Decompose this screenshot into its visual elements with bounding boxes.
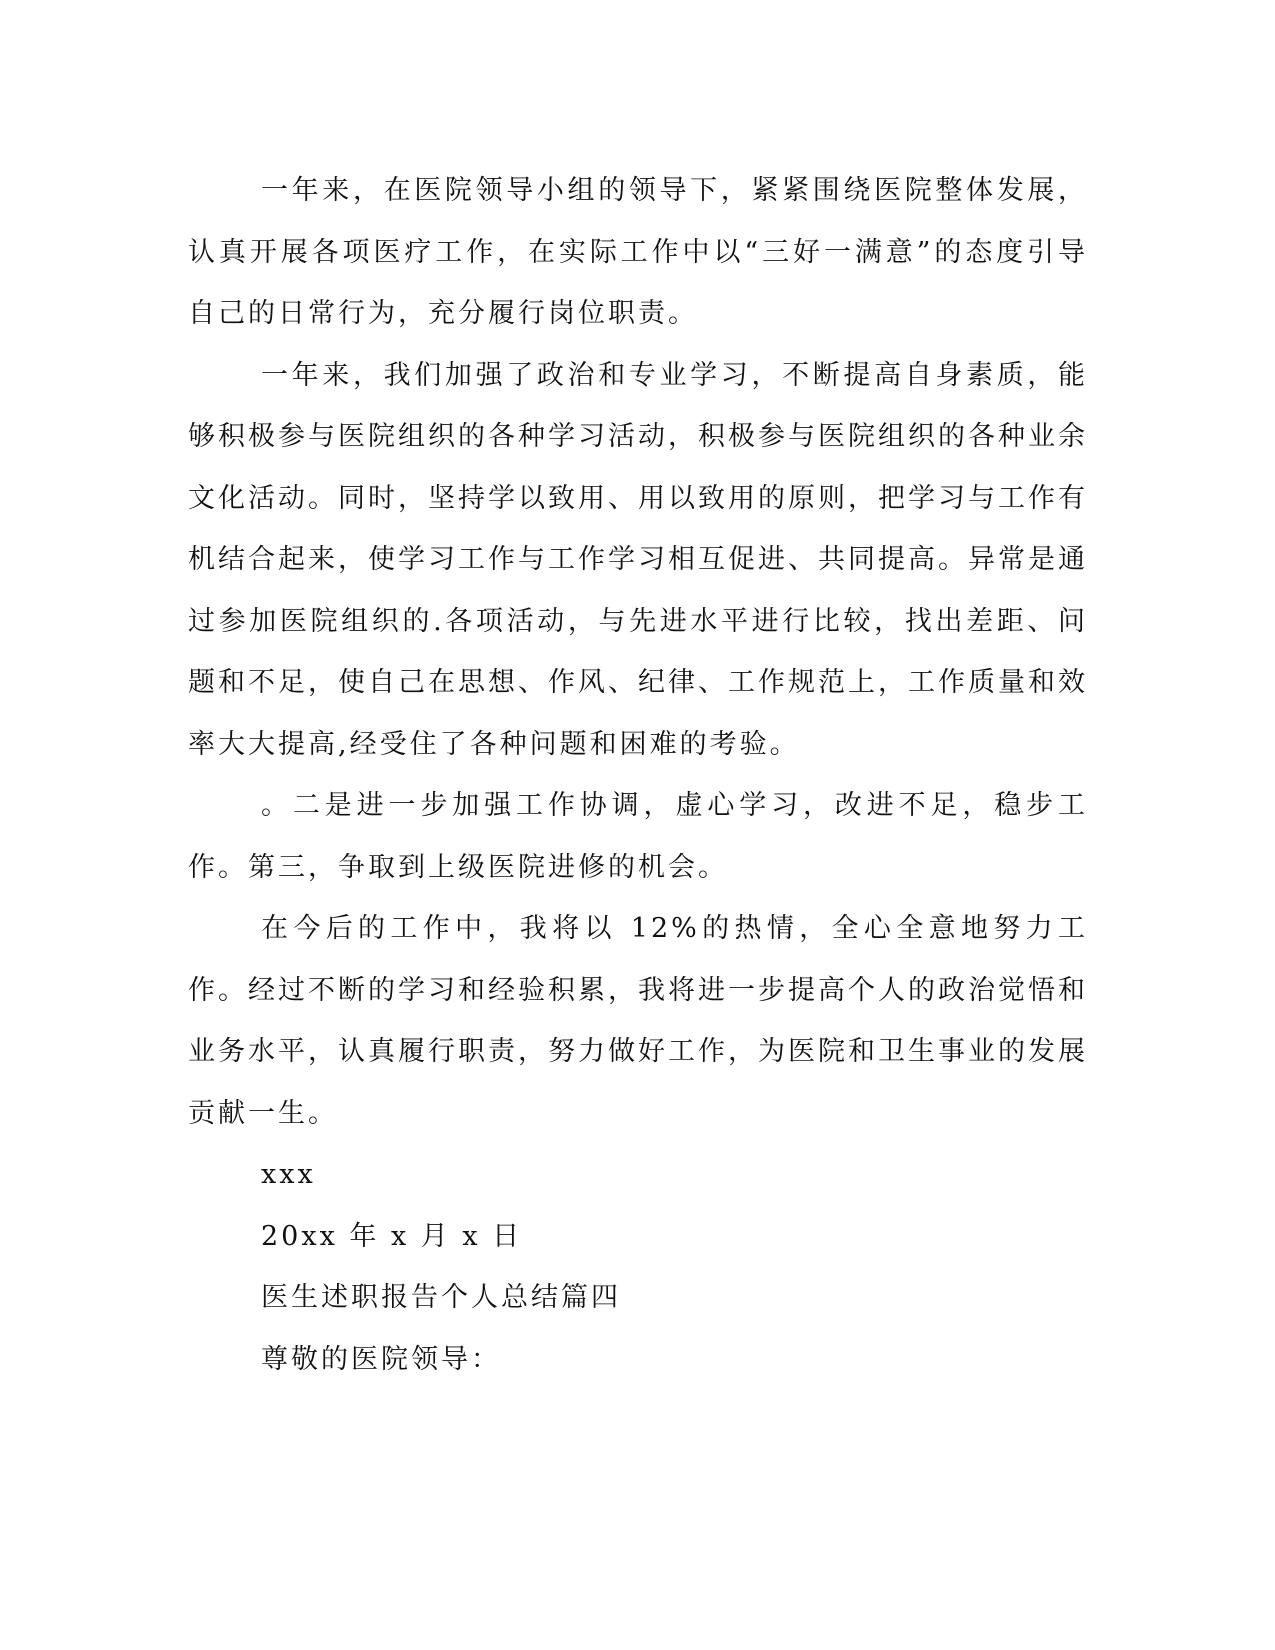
- salutation: 尊敬的医院领导：: [261, 1343, 501, 1375]
- paragraph-3: 。二是进一步加强工作协调，虚心学习，改进不足，稳步工作。第三，争取到上级医院进修的机会。: [188, 790, 1088, 883]
- paragraph-2: 一年来，我们加强了政治和专业学习，不断提高自身素质，能够积极参与医院组织的各种学习活动，积极参与医院组织的各种业余文化活动。同时，坚持学以致用、用以致用的原则，把学习与工作有机结合起来，使学习工作与工作学习相互促进、共同提高。异常是通过参加医院组织的.各项活动，与先进水平进行比较，找出差距、问题和不足，使自己在思想、作风、纪律、工作规范上，工作质量和效率大大提高,经受住了各种问题和困难的考验。: [188, 359, 1088, 760]
- section-title: 医生述职报告个人总结篇四: [261, 1282, 621, 1313]
- paragraph-4: 在今后的工作中，我将以 12%的热情，全心全意地努力工作。经过不断的学习和经验积累，我将进一步提高个人的政治觉悟和业务水平，认真履行职责，努力做好工作，为医院和卫生事业的发展贡献一生。: [188, 913, 1088, 1129]
- date-line: 20xx 年 x 月 x 日: [261, 1220, 523, 1252]
- document-body: [188, 160, 1088, 1390]
- signature: xxx: [261, 1159, 316, 1190]
- paragraph-1: 一年来，在医院领导小组的领导下，紧紧围绕医院整体发展，认真开展各项医疗工作，在实际工作中以“三好一满意”的态度引导自己的日常行为，充分履行岗位职责。: [188, 175, 1088, 329]
